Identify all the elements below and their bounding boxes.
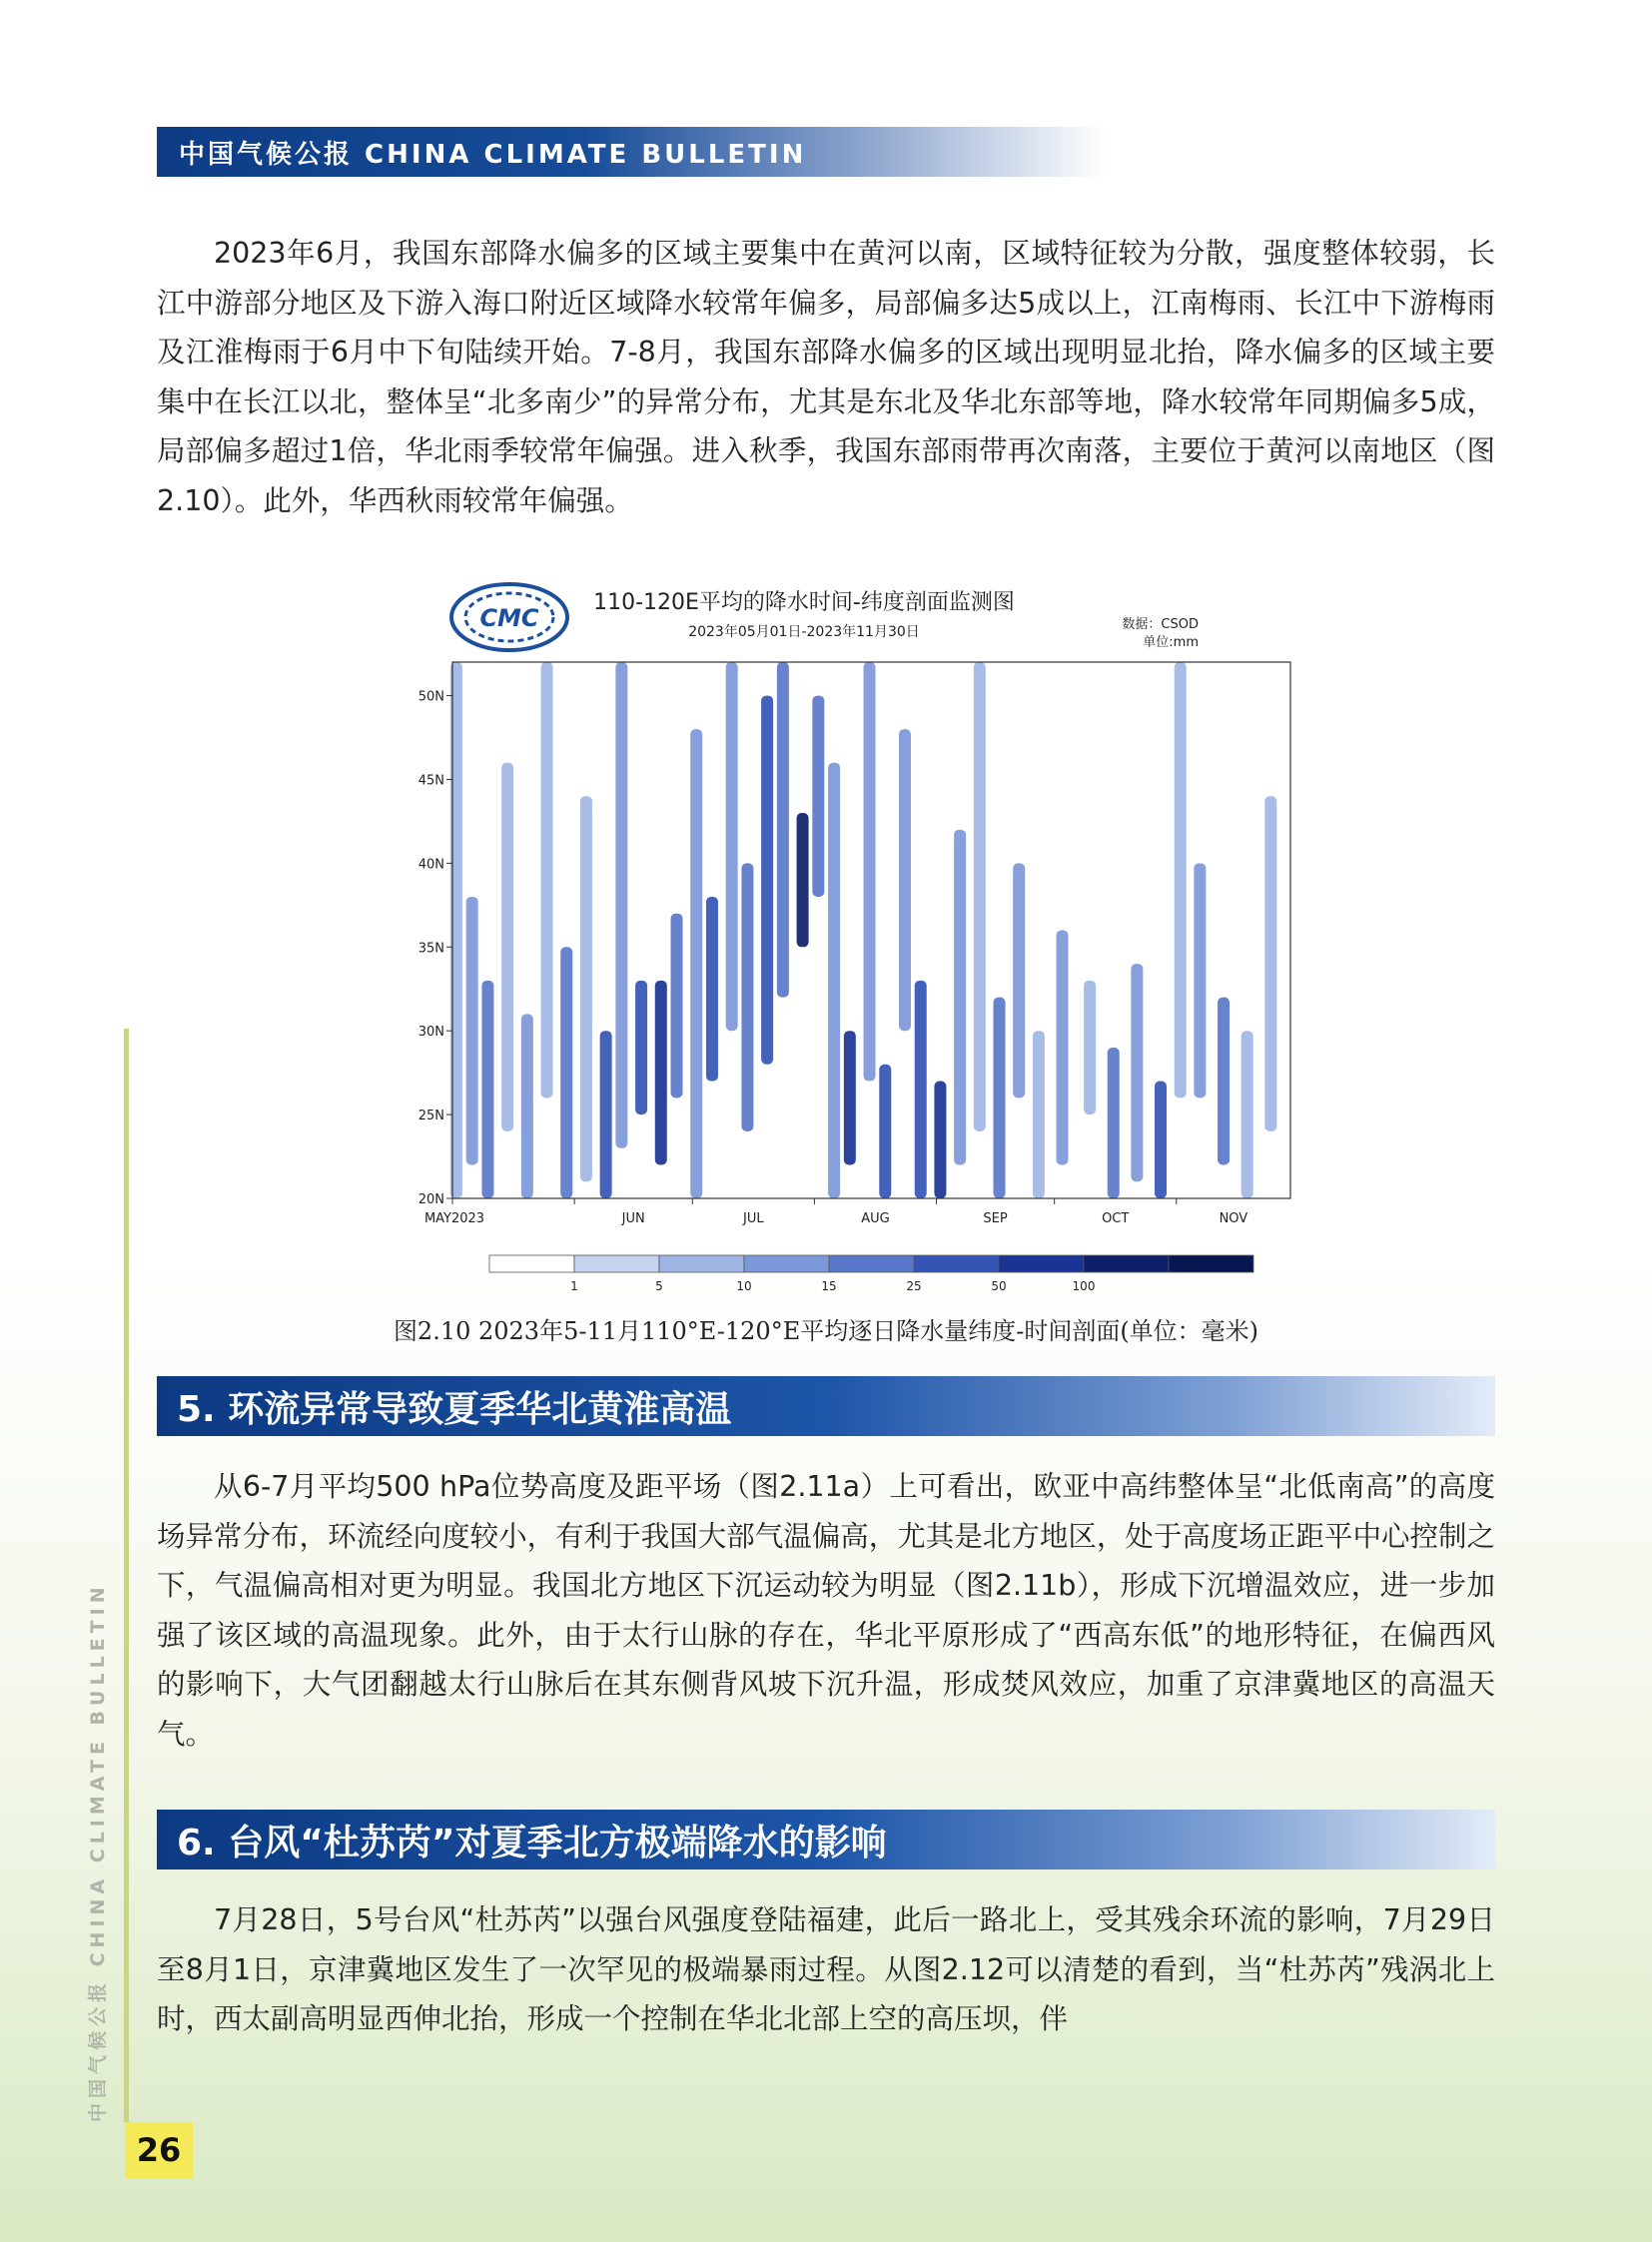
page-number: 26 (125, 2122, 193, 2178)
y-tick-label: 40N (417, 857, 444, 873)
chart-title: 110-120E平均的降水时间-纬度剖面监测图 (593, 590, 1015, 615)
colorbar-swatch (659, 1255, 744, 1272)
colorbar-label: 15 (821, 1279, 837, 1293)
y-tick-label: 50N (417, 689, 444, 705)
x-tick-label: MAY2023 (423, 1211, 485, 1226)
precip-band (1241, 1031, 1253, 1198)
paragraph-typhoon: 7月28日，5号台风“杜苏芮”以强台风强度登陆福建，此后一路北上，受其残余环流的影响，7月29日至8月1日，京津冀地区发生了一次罕见的极端暴雨过程。从图2.12可以清楚的看到，当“杜苏芮”残涡北上时，西太副高明显西伸北抬，形成一个控制在华北北部上空的高压坝，伴 (157, 1903, 1495, 2035)
precip-band (934, 1082, 946, 1198)
precip-band (521, 1014, 533, 1198)
cmc-logo-icon (451, 584, 567, 650)
precip-band (1264, 796, 1276, 1131)
y-tick-label: 20N (417, 1192, 444, 1207)
precip-band (706, 897, 718, 1082)
y-tick-label: 45N (417, 773, 444, 789)
precip-band (1218, 998, 1230, 1165)
x-tick-label: NOV (1219, 1211, 1248, 1226)
chart-source: 数据：CSOD (1122, 617, 1199, 632)
precip-band (1084, 981, 1096, 1115)
precip-band (1155, 1082, 1167, 1198)
section-heading-6 (157, 1810, 1495, 1869)
page-header (157, 127, 1106, 177)
precip-band (915, 981, 927, 1198)
colorbar-label: 25 (906, 1279, 922, 1293)
precip-band (671, 914, 683, 1099)
precip-band (615, 662, 627, 1148)
figure-caption: 图2.10 2023年5-11月110°E-120°E平均逐日降水量纬度-时间剖面(单位：毫米) (393, 1317, 1259, 1345)
section-heading-5 (157, 1376, 1495, 1436)
precip-band (600, 1031, 612, 1198)
precip-band (635, 981, 647, 1115)
precip-band (690, 729, 702, 1198)
figure-precip-section (405, 579, 1303, 1293)
precip-band (1033, 1031, 1045, 1198)
colorbar-swatch (829, 1255, 914, 1272)
paragraph-precipitation: 2023年6月，我国东部降水偏多的区域主要集中在黄河以南，区域特征较为分散，强度整体较弱，长江中游部分地区及下游入海口附近区域降水较常年偏多，局部偏多达5成以上，江南梅雨、长江中下游梅雨及江淮梅雨于6月中下旬陆续开始。7-8月，我国东部降水偏多的区域出现明显北抬，降水偏多的区域主要集中在长江以北，整体呈“北多南少”的异常分布，尤其是东北及华北东部等地，降水较常年同期偏多5成，局部偏多超过1倍，华北雨季较常年偏强。进入秋季，我国东部雨带再次南落，主要位于黄河以南地区（图2.10）。此外，华西秋雨较常年偏强。 (157, 237, 1495, 517)
precip-band (1175, 662, 1187, 1098)
precip-band (761, 696, 773, 1065)
colorbar-swatch (1169, 1255, 1253, 1272)
plot-area (450, 662, 1290, 1198)
colorbar-swatch (914, 1255, 999, 1272)
precip-band (844, 1031, 856, 1164)
precip-band (1194, 863, 1206, 1098)
colorbar-label: 1 (570, 1279, 578, 1293)
precip-band (974, 662, 986, 1131)
precip-band (726, 662, 738, 1031)
precip-band (899, 729, 911, 1031)
precip-band (466, 897, 478, 1165)
precip-band (501, 763, 513, 1131)
side-vertical-title: 中国气候公报 CHINA CLIMATE BULLETIN (87, 1582, 109, 2122)
section-title: 5. 环流异常导致夏季华北黄淮高温 (177, 1388, 732, 1430)
logo-text: CMC (479, 604, 539, 632)
colorbar-label: 5 (655, 1279, 663, 1293)
x-tick-label: OCT (1102, 1211, 1130, 1226)
precip-band (741, 863, 753, 1131)
precip-band (541, 662, 553, 1098)
colorbar (489, 1255, 1253, 1293)
precip-band (828, 763, 840, 1198)
y-tick-label: 30N (417, 1025, 444, 1041)
colorbar-label: 100 (1072, 1279, 1096, 1293)
precip-band (580, 796, 592, 1181)
x-tick-label: SEP (983, 1211, 1008, 1226)
precip-band (864, 662, 876, 1082)
colorbar-label: 10 (736, 1279, 752, 1293)
precip-band (1013, 863, 1025, 1098)
colorbar-swatch (489, 1255, 574, 1272)
precip-band (954, 830, 966, 1165)
colorbar-swatch (999, 1255, 1084, 1272)
side-rule (124, 1029, 129, 2122)
precip-band (481, 981, 493, 1198)
section-title: 6. 台风“杜苏芮”对夏季北方极端降水的影响 (177, 1822, 887, 1864)
precip-band (812, 696, 824, 897)
colorbar-swatch (744, 1255, 829, 1272)
paragraph-heat: 从6-7月平均500 hPa位势高度及距平场（图2.11a）上可看出，欧亚中高纬整体呈“北低南高”的高度场异常分布，环流经向度较小，有利于我国大部气温偏高，尤其是北方地区，处于高度场正距平中心控制之下，气温偏高相对更为明显。我国北方地区下沉运动较为明显（图2.11b），形成下沉增温效应，进一步加强了该区域的高温现象。此外，由于太行山脉的存在，华北平原形成了“西高东低”的地形特征，在偏西风的影响下，大气团翻越太行山脉后在其东侧背风坡下沉升温，形成焚风效应，加重了京津冀地区的高温天气。 (157, 1470, 1495, 1751)
precip-band (994, 998, 1006, 1198)
precip-band (1057, 931, 1069, 1165)
chart-unit: 单位:mm (1143, 635, 1199, 650)
precip-chart (405, 579, 1303, 1293)
precip-band (797, 813, 809, 947)
x-tick-label: JUN (621, 1211, 645, 1226)
header-title: 中国气候公报 CHINA CLIMATE BULLETIN (179, 139, 807, 170)
precip-band (560, 947, 572, 1198)
precip-band (1131, 964, 1143, 1181)
precip-band (655, 981, 667, 1165)
precip-band (777, 662, 789, 998)
colorbar-swatch (1084, 1255, 1169, 1272)
colorbar-swatch (574, 1255, 659, 1272)
precip-band (879, 1065, 891, 1198)
y-tick-label: 35N (417, 941, 444, 957)
x-tick-label: AUG (861, 1211, 890, 1226)
x-tick-label: JUL (743, 1211, 764, 1226)
colorbar-label: 50 (991, 1279, 1007, 1293)
chart-subtitle: 2023年05月01日-2023年11月30日 (688, 624, 920, 640)
y-tick-label: 25N (417, 1109, 444, 1124)
precip-band (1108, 1048, 1120, 1198)
